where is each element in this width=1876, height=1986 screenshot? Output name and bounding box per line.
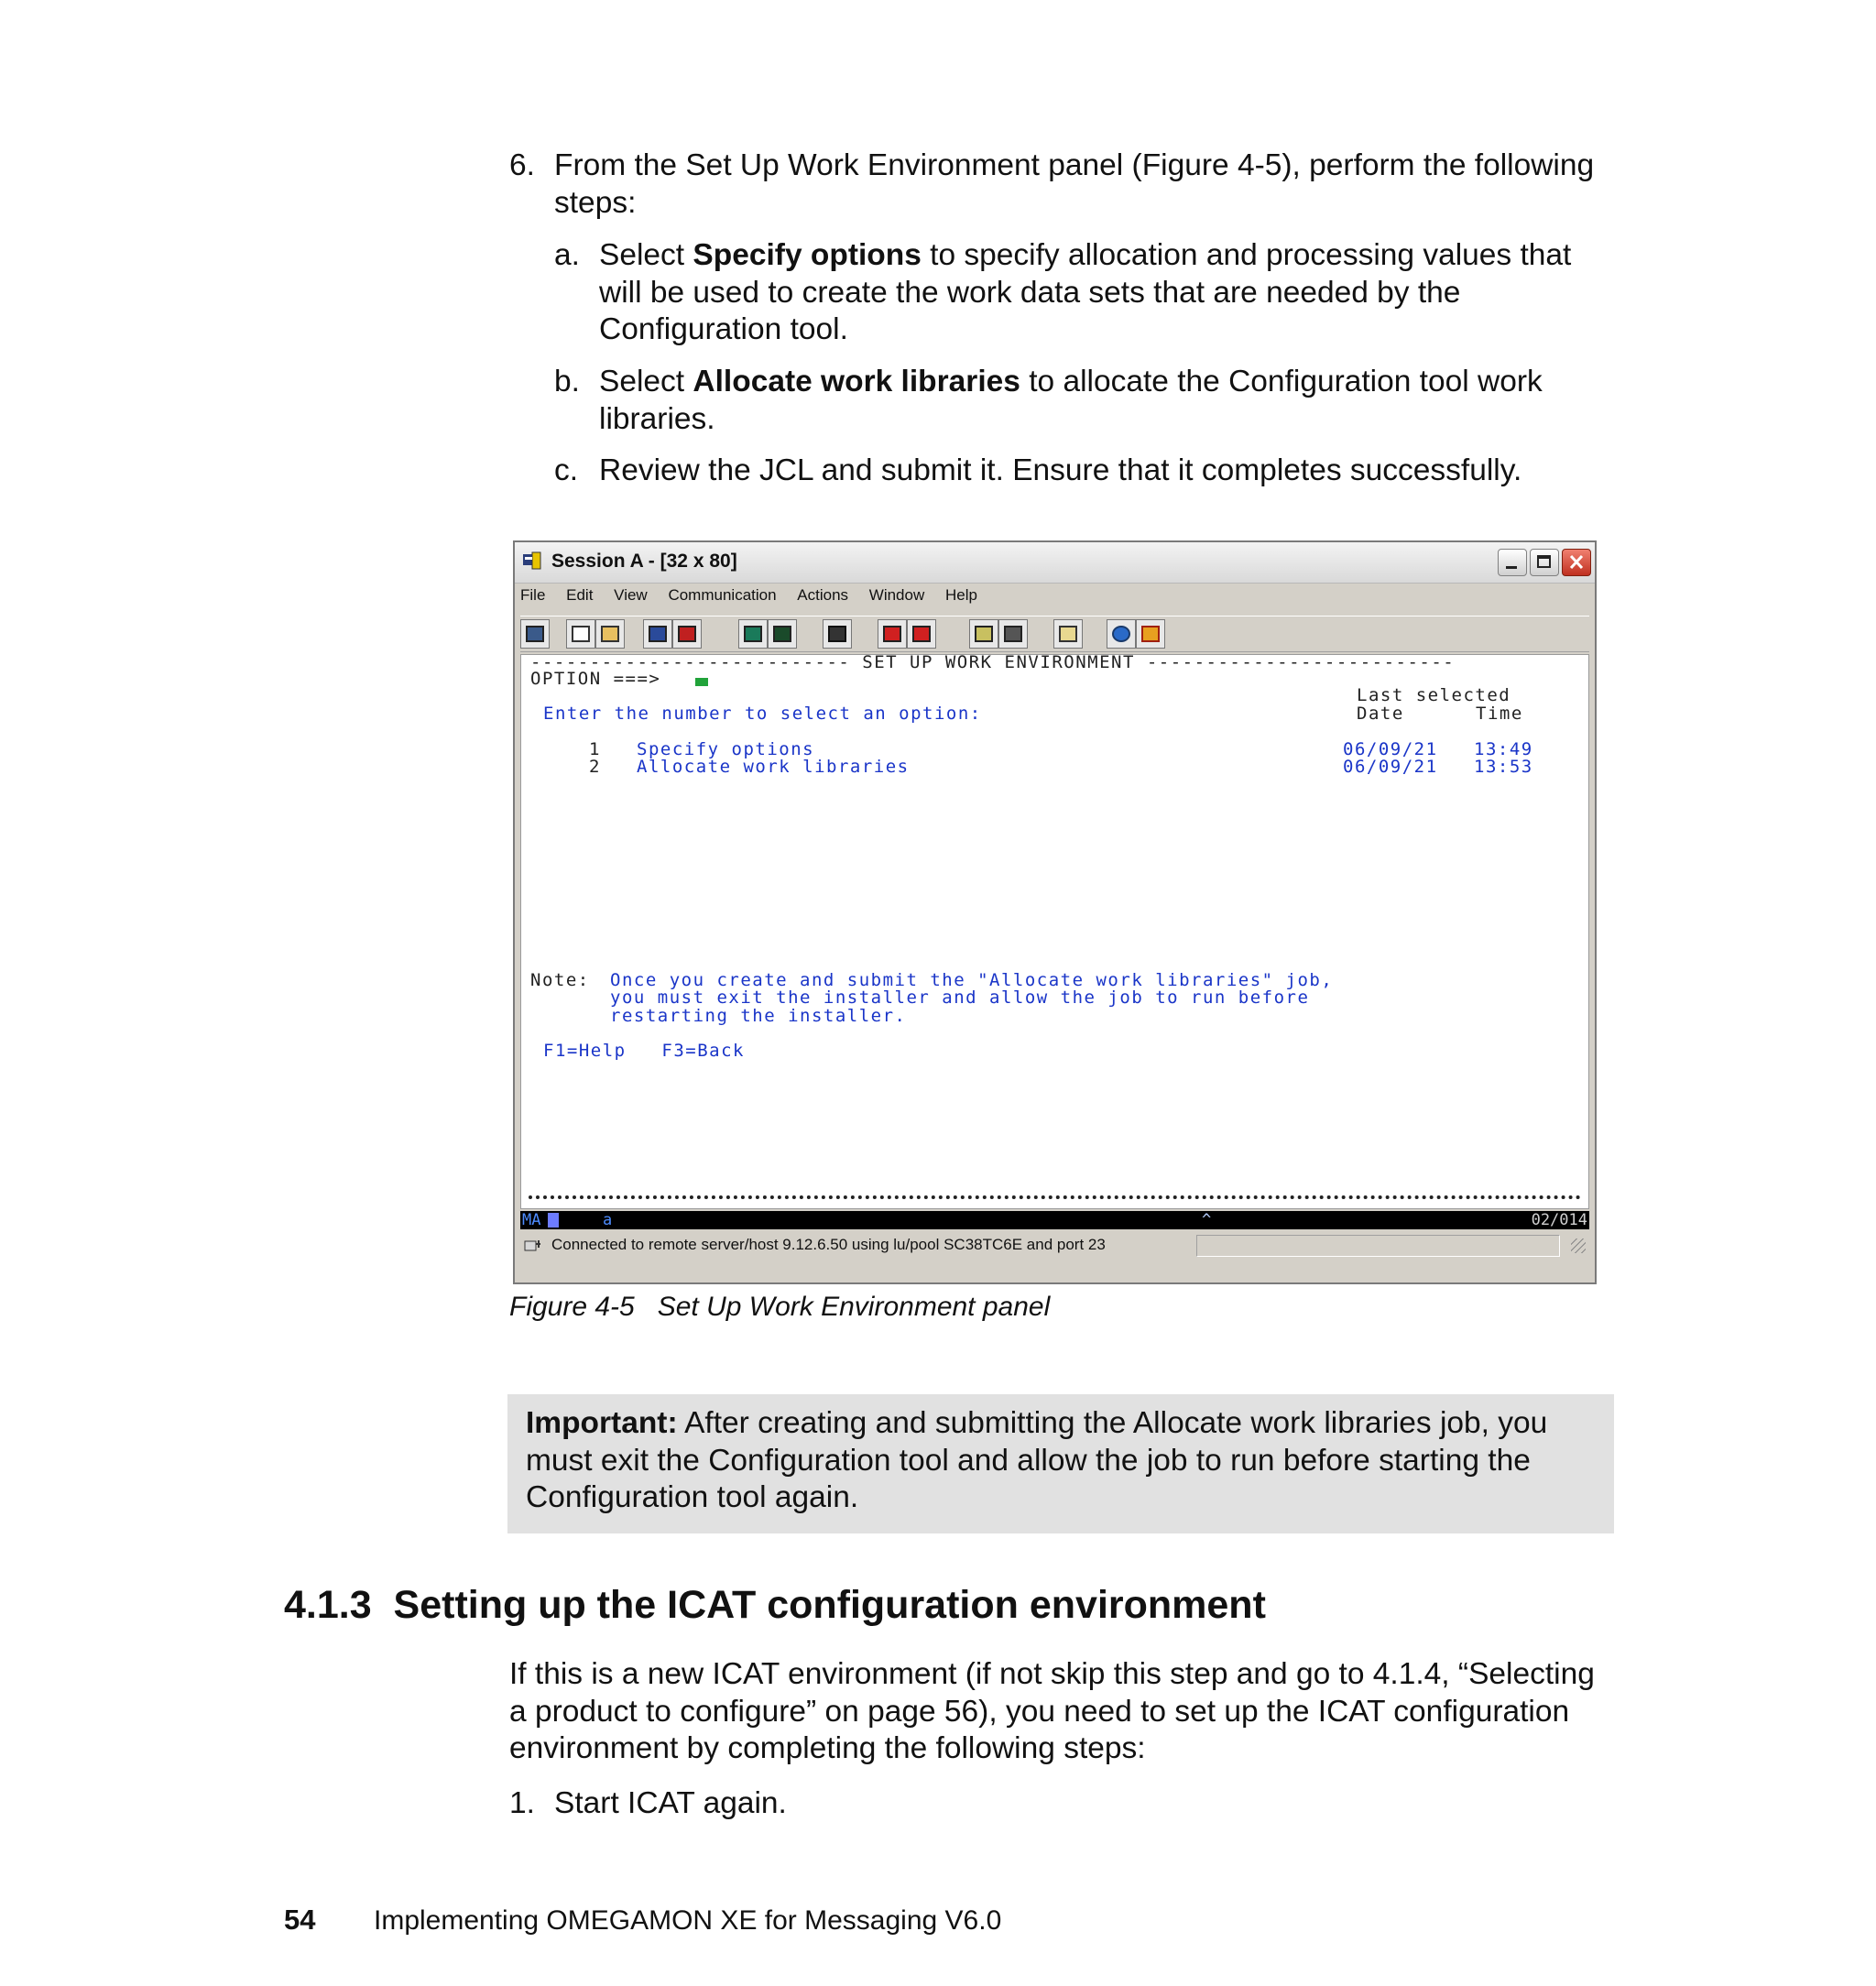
paste-button[interactable]: [595, 619, 625, 649]
maximize-icon: [1531, 550, 1558, 575]
figure-caption: Figure 4-5 Set Up Work Environment panel: [509, 1292, 1051, 1322]
paste-icon: [601, 626, 619, 642]
display-button[interactable]: [738, 619, 768, 649]
send-file-button[interactable]: [643, 619, 672, 649]
copy-button[interactable]: [566, 619, 595, 649]
close-button[interactable]: [1562, 549, 1591, 576]
important-text: After creating and submitting the Allocate work libraries job, you must exit the Configuration tool and allow the job to run before starting the Configuration tool again.: [526, 1406, 1548, 1514]
panel-header: --------------------------- SET UP WORK ENVIRONMENT --------------------------: [530, 652, 1456, 672]
step-text: Start ICAT again.: [554, 1786, 787, 1820]
option-date: 06/09/21: [1343, 757, 1438, 777]
minimize-button[interactable]: [1498, 549, 1527, 576]
minimize-icon: [1499, 550, 1526, 575]
stop-macro-icon: [975, 626, 993, 642]
status-bar: [520, 1233, 1589, 1259]
keypad-button[interactable]: [768, 619, 797, 649]
status-panel: [1196, 1235, 1560, 1257]
menu-file[interactable]: File: [520, 586, 546, 604]
note-label: Note:: [530, 970, 590, 990]
option-allocate-work-libraries[interactable]: Allocate work libraries: [637, 757, 910, 777]
close-icon: [1563, 550, 1590, 575]
record-macro-icon: [883, 626, 901, 642]
menu-actions[interactable]: Actions: [797, 586, 849, 604]
receive-file-icon: [678, 626, 696, 642]
stop-macro-button[interactable]: [969, 619, 998, 649]
macro-button[interactable]: [823, 619, 852, 649]
bold-term: Specify options: [693, 238, 922, 272]
important-note: [507, 1394, 1614, 1533]
menu-communication[interactable]: Communication: [668, 586, 777, 604]
screen-separator: [529, 1195, 1581, 1203]
print-screen-icon: [526, 626, 544, 642]
globe-button[interactable]: [1107, 619, 1136, 649]
bold-term: Allocate work libraries: [693, 365, 1020, 398]
step-text: From the Set Up Work Environment panel (Figure 4-5), perform the following steps:: [554, 148, 1595, 220]
option-time: 13:53: [1474, 757, 1533, 777]
menu-help[interactable]: Help: [944, 586, 977, 604]
globe-icon: [1112, 626, 1130, 642]
toolbar: [520, 616, 1589, 652]
option-date: 06/09/21: [1343, 739, 1438, 759]
send-button[interactable]: [998, 619, 1028, 649]
option-prompt: OPTION ===>: [530, 669, 661, 689]
substep-text: Select Specify options to specify allocation and processing values that will be used to create the work data sets that are needed by the Configuration tool.: [599, 238, 1572, 346]
step-number: 1.: [509, 1786, 535, 1820]
section-heading: [284, 1583, 1266, 1628]
menu-edit[interactable]: Edit: [566, 586, 594, 604]
menu-window[interactable]: Window: [868, 586, 925, 604]
substep-text: Select Allocate work libraries to allocate the Configuration tool work libraries.: [599, 365, 1543, 436]
print-screen-button[interactable]: [520, 619, 550, 649]
send-icon: [1004, 626, 1022, 642]
status-text: Connected to remote server/host 9.12.6.50 using lu/pool SC38TC6E and port 23: [551, 1236, 1106, 1253]
menu-view[interactable]: View: [614, 586, 648, 604]
oia-indicator: [548, 1213, 559, 1228]
receive-file-button[interactable]: [672, 619, 702, 649]
record-macro-button[interactable]: [878, 619, 907, 649]
note-line: restarting the installer.: [610, 1006, 907, 1026]
edit-button[interactable]: [1136, 619, 1165, 649]
substep-number: a.: [554, 238, 580, 272]
display-icon: [744, 626, 762, 642]
instruction-text: Enter the number to select an option:: [543, 704, 982, 724]
note-line: Once you create and submit the "Allocate work libraries" job,: [610, 970, 1334, 990]
time-column-header: Time: [1476, 704, 1523, 724]
oia-field: a: [603, 1211, 613, 1229]
section-title: Setting up the ICAT configuration environment: [393, 1583, 1266, 1627]
substep-text: Review the JCL and submit it. Ensure that it completes successfully.: [599, 453, 1522, 487]
terminal-screen[interactable]: [520, 654, 1589, 1209]
cursor-position: 02/014: [1531, 1211, 1587, 1229]
page-number: 54: [284, 1904, 316, 1936]
play-macro-button[interactable]: [907, 619, 936, 649]
keypad-icon: [773, 626, 791, 642]
session-window: [513, 540, 1597, 1284]
title-bar: [515, 542, 1595, 584]
oia-mode: MA: [522, 1211, 541, 1229]
option-number: 2: [589, 757, 601, 777]
connection-icon: [524, 1237, 542, 1253]
clipboard-icon: [1059, 626, 1077, 642]
copy-icon: [572, 626, 590, 642]
section-paragraph: If this is a new ICAT environment (if not skip this step and go to 4.1.4, “Selecting a product to configure” on page 56), you need to set up the ICAT configuration environment by completing the following steps:: [509, 1657, 1595, 1765]
option-specify-options[interactable]: Specify options: [637, 739, 815, 759]
menu-bar: [520, 586, 994, 610]
section-number: 4.1.3: [284, 1583, 372, 1627]
operator-info-area: [520, 1211, 1589, 1229]
option-number: 1: [589, 739, 601, 759]
maximize-button[interactable]: [1530, 549, 1559, 576]
substep-number: b.: [554, 365, 580, 398]
book-title: Implementing OMEGAMON XE for Messaging V6.0: [374, 1905, 1002, 1936]
function-keys[interactable]: F1=Help F3=Back: [543, 1041, 745, 1061]
last-selected-label: Last selected: [1357, 685, 1511, 705]
clipboard-button[interactable]: [1053, 619, 1083, 649]
date-column-header: Date: [1357, 704, 1404, 724]
text-cursor: [695, 678, 708, 686]
edit-icon: [1141, 626, 1160, 642]
step-number: 6.: [509, 148, 535, 182]
substep-number: c.: [554, 453, 579, 487]
option-time: 13:49: [1474, 739, 1533, 759]
terminal-session-icon: [522, 551, 542, 572]
note-line: you must exit the installer and allow the job to run before: [610, 988, 1310, 1008]
important-label: Important:: [526, 1406, 678, 1440]
resize-grip-icon[interactable]: [1571, 1239, 1586, 1253]
macro-icon: [828, 626, 846, 642]
caret-up-icon: ^: [1202, 1211, 1212, 1229]
play-macro-icon: [912, 626, 931, 642]
send-file-icon: [649, 626, 667, 642]
window-title: Session A - [32 x 80]: [551, 551, 737, 572]
